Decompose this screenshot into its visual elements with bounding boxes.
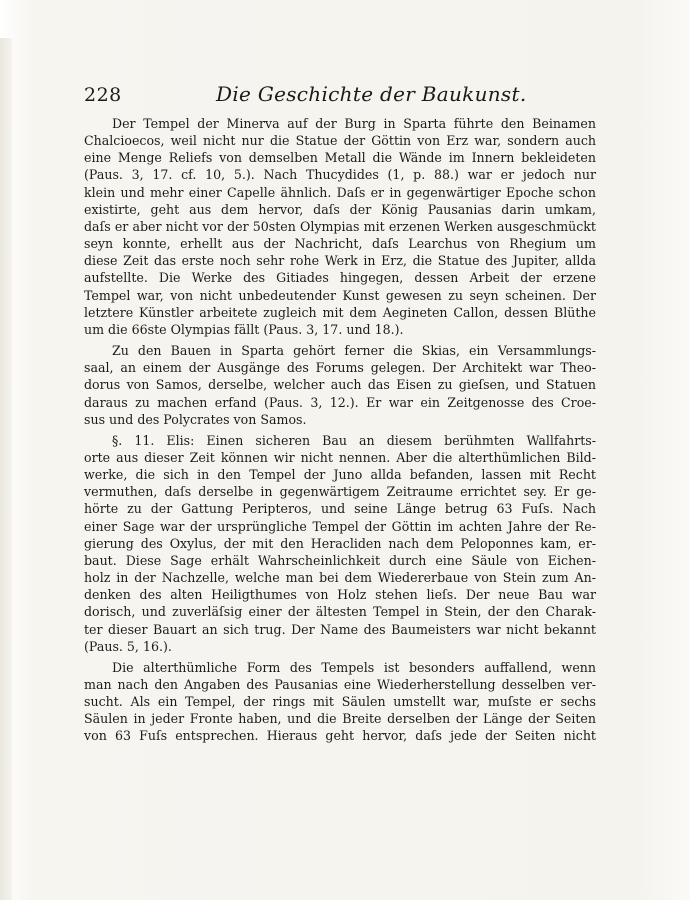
paragraph	[84, 342, 596, 428]
text-line: ter dieser Bauart an sich trug. Der Name des Baumeisters war nicht bekannt	[84, 621, 596, 637]
text-line: §. 11. Elis: Einen sicheren Bau an diesem berühmten Wallfahrts-	[112, 432, 596, 448]
text-line: gierung des Oxylus, der mit den Heracliden nach dem Peloponnes kam, er-	[84, 535, 596, 551]
text-line: existirte, geht aus dem hervor, daſs der König Pausanias darin umkam,	[84, 201, 596, 217]
text-line: seyn konnte, erhellt aus der Nachricht, daſs Learchus von Rhegium um	[84, 236, 596, 252]
running-title: Die Geschichte der Baukunst.	[216, 82, 527, 106]
text-line: saal, an einem der Ausgänge des Forums gelegen. Der Architekt war Theo-	[84, 360, 596, 376]
text-line: aufstellte. Die Werke des Gitiades hingegen, dessen Arbeit der erzene	[84, 270, 596, 286]
page-edge-shadow	[0, 38, 12, 900]
text-line: von 63 Fuſs entsprechen. Hieraus geht hervor, daſs jede der Seiten nicht	[84, 728, 596, 744]
text-line: vermuthen, daſs derselbe in gegenwärtigem Zeitraume errichtet sey. Er ge-	[84, 484, 596, 500]
text-line: sus und des Polycrates von Samos.	[84, 411, 307, 427]
text-line: daſs er aber nicht vor der 50sten Olympias mit erzenen Werken ausgeschmückt	[84, 218, 596, 234]
text-line: orte aus dieser Zeit können wir nicht nennen. Aber die alterthümlichen Bild-	[84, 449, 596, 465]
text-line: einer Sage war der ursprüngliche Tempel der Göttin im achten Jahre der Re-	[84, 518, 596, 534]
text-line: Zu den Bauen in Sparta gehört ferner die Skias, ein Versammlungs-	[112, 343, 596, 359]
text-line: dorus von Samos, derselbe, welcher auch das Eisen zu gieſsen, und Statuen	[84, 377, 596, 393]
text-line: Säulen in jeder Fronte haben, und die Breite derselben der Länge der Seiten	[84, 711, 596, 727]
text-line: Tempel war, von nicht unbedeutender Kunst gewesen zu seyn scheinen. Der	[84, 287, 596, 303]
text-line: Die alterthümliche Form des Tempels ist besonders auffallend, wenn	[112, 659, 596, 675]
text-line: man nach den Angaben des Pausanias eine Wiederherstellung desselben ver-	[84, 677, 596, 692]
text-line: klein und mehr einer Capelle ähnlich. Daſs er in gegenwärtiger Epoche schon	[84, 184, 596, 200]
page-number: 228	[84, 84, 122, 106]
paragraph	[84, 115, 596, 338]
body-text	[84, 115, 596, 745]
text-line: dorisch, und zuverläſsig einer der ältesten Tempel in Stein, der den Charak-	[84, 604, 596, 620]
page-header	[84, 82, 596, 108]
text-line: holz in der Nachzelle, welche man bei dem Wiedererbaue von Stein zum An-	[84, 570, 596, 586]
text-line: Chalcioecos, weil nicht nur die Statue der Göttin von Erz war, sondern auch	[84, 133, 596, 149]
text-line: eine Menge Reliefs von demselben Metall die Wände im Innern bekleideten	[84, 150, 596, 166]
text-line: sucht. Als ein Tempel, der rings mit Säulen umstellt war, muſste er sechs	[84, 694, 596, 710]
text-line: um die 66ste Olympias fällt (Paus. 3, 17. und 18.).	[84, 321, 404, 337]
text-line: hörte zu der Gattung Peripteros, und seine Länge betrug 63 Fuſs. Nach	[84, 501, 596, 517]
text-line: daraus zu machen erfand (Paus. 3, 12.). Er war ein Zeitgenosse des Croe-	[84, 394, 596, 410]
text-line: werke, die sich in den Tempel der Juno allda befanden, lassen mit Recht	[84, 467, 596, 483]
text-line: (Paus. 5, 16.).	[84, 638, 172, 654]
paragraph	[84, 432, 596, 655]
text-line: letztere Künstler arbeitete zugleich mit dem Aegineten Callon, dessen Blüthe	[84, 304, 596, 320]
text-line: denken des alten Heiligthumes von Holz stehen lieſs. Der neue Bau war	[84, 587, 596, 603]
paragraph	[84, 659, 596, 745]
text-line: baut. Diese Sage erhält Wahrscheinlichkeit durch eine Säule von Eichen-	[84, 552, 596, 568]
text-line: diese Zeit das erste noch sehr rohe Werk in Erz, die Statue des Jupiter, allda	[84, 253, 596, 269]
text-line: (Paus. 3, 17. cf. 10, 5.). Nach Thucydides (1, p. 88.) war er jedoch nur	[84, 167, 596, 183]
text-line: Der Tempel der Minerva auf der Burg in Sparta führte den Beinamen	[112, 116, 596, 131]
